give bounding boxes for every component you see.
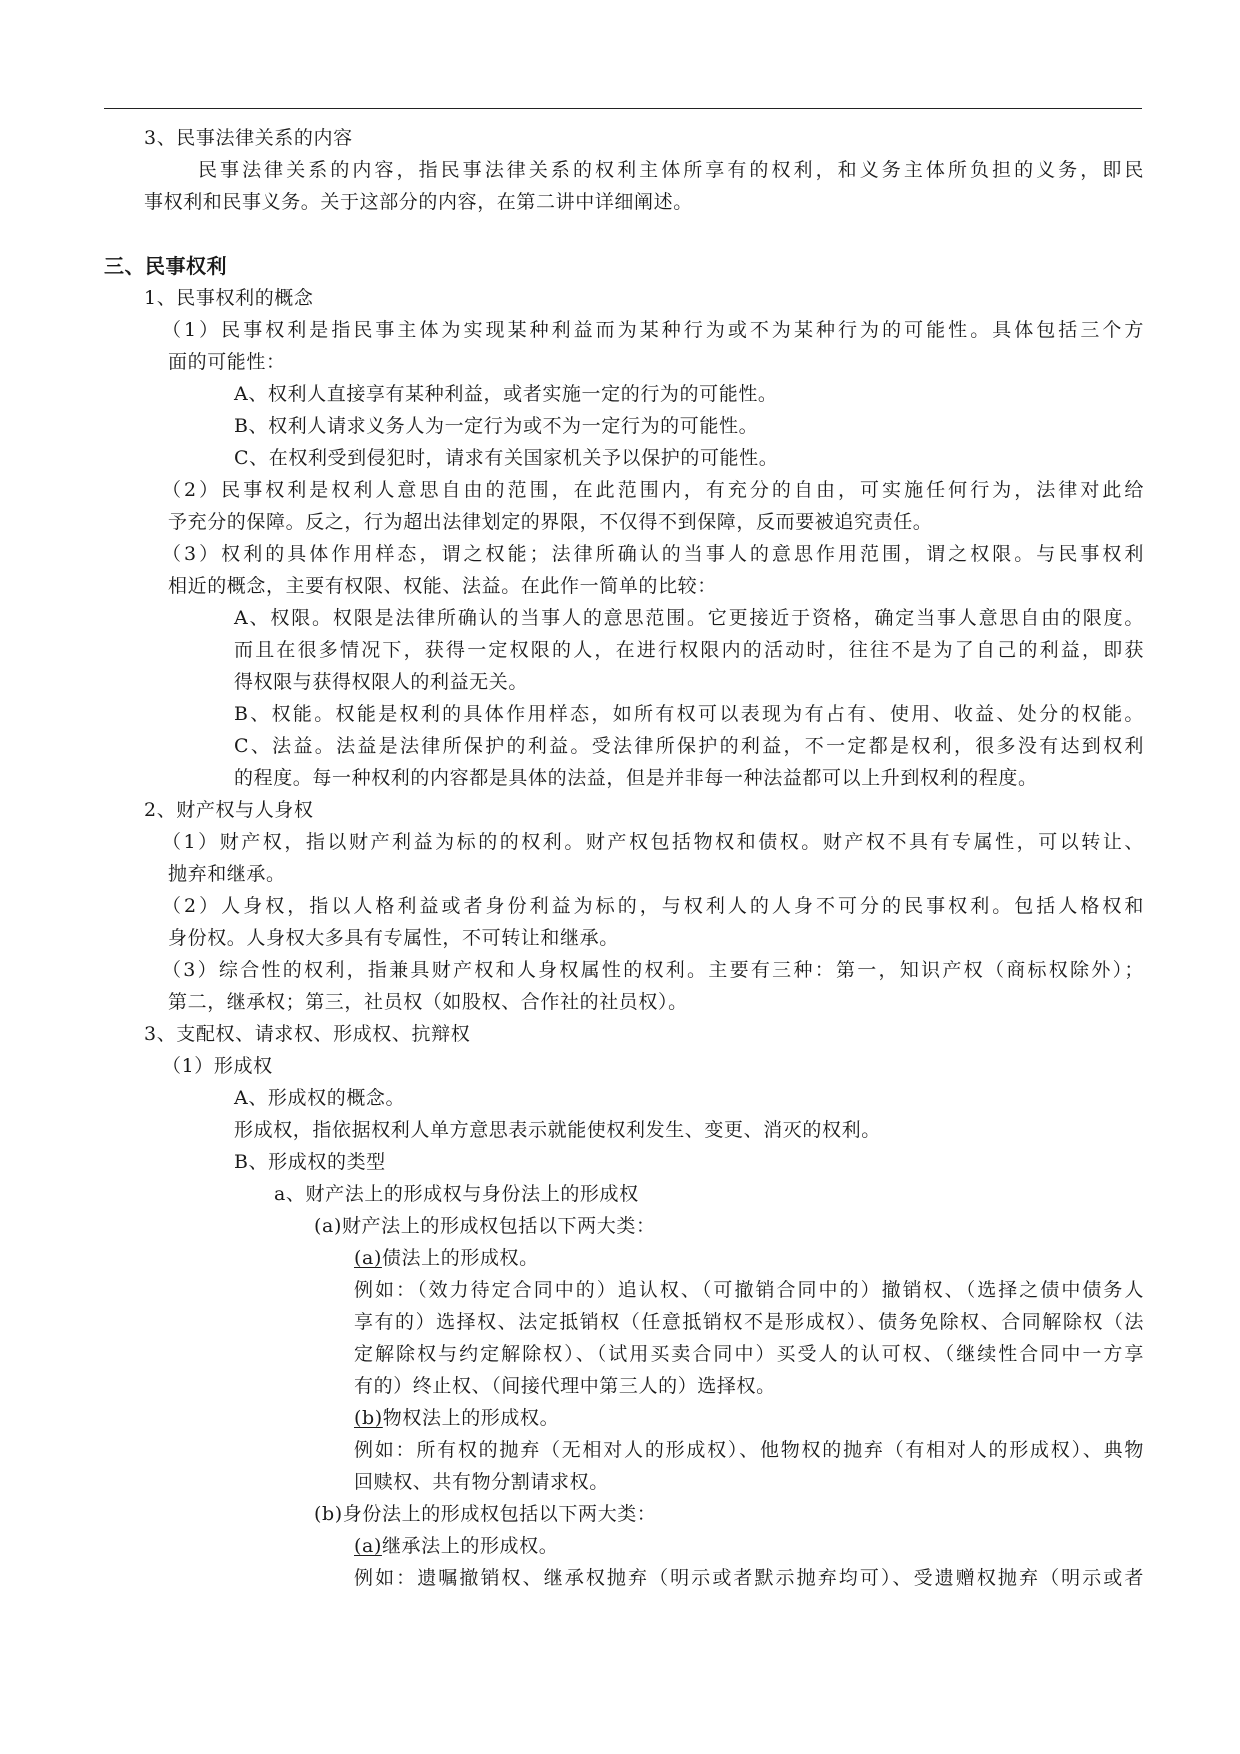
text-line [104,122,1144,154]
text-line [104,1146,1144,1178]
header-rule [104,108,1142,109]
text-line [104,1306,1144,1338]
text-line [104,1562,1144,1594]
line-text: 形成权，指依据权利人单方意思表示就能使权利发生、变更、消灭的权利。 [234,1119,881,1141]
line-text: B、形成权的类型 [234,1151,386,1173]
text-line [104,1466,1144,1498]
line-text: （2）人身权，指以人格利益或者身份利益为标的，与权利人的人身不可分的民事权利。包括人格权和 [162,895,1144,917]
line-text: C、法益。法益是法律所保护的利益。受法律所保护的利益，不一定都是权利，很多没有达到权利 [234,735,1144,757]
line-text: 面的可能性： [168,351,286,373]
line-text: 事权利和民事义务。关于这部分的内容，在第二讲中详细阐述。 [144,191,693,213]
line-text: (a)财产法上的形成权包括以下两大类： [314,1215,656,1237]
line-text: 1、民事权利的概念 [144,287,314,309]
item-marker: (b) [354,1407,383,1429]
section-heading [104,250,1144,282]
text-line [104,1242,1144,1274]
line-text: 债法上的形成权。 [381,1247,539,1269]
text-line [104,1530,1144,1562]
text-line [104,570,1144,602]
line-text: （1）财产权，指以财产利益为标的的权利。财产权包括物权和债权。财产权不具有专属性，可以转让、 [162,831,1144,853]
text-line [104,1210,1144,1242]
text-line [104,506,1144,538]
line-text: 抛弃和继承。 [168,863,286,885]
text-line [104,1018,1144,1050]
blank-line [104,218,1144,250]
text-line [104,730,1144,762]
text-line [104,1082,1144,1114]
line-text: 得权限与获得权限人的利益无关。 [234,671,529,693]
line-text: (b)身份法上的形成权包括以下两大类： [314,1503,657,1525]
text-line [104,858,1144,890]
text-line [104,794,1144,826]
line-text: A、形成权的概念。 [234,1087,406,1109]
document-body [104,122,1144,1594]
text-line [104,1274,1144,1306]
line-text: B、权利人请求义务人为一定行为或不为一定行为的可能性。 [234,415,759,437]
text-line [104,410,1144,442]
line-text: （1）民事权利是指民事主体为实现某种利益而为某种行为或不为某种行为的可能性。具体包括三个方 [162,319,1144,341]
text-line [104,1114,1144,1146]
item-marker: (a) [354,1247,382,1269]
text-line [104,314,1144,346]
text-line [104,986,1144,1018]
line-text: 定解除权与约定解除权）、（试用买卖合同中）买受人的认可权、（继续性合同中一方享 [354,1343,1144,1365]
line-text: 而且在很多情况下，获得一定权限的人，在进行权限内的活动时，往往不是为了自己的利益，即获 [234,639,1144,661]
text-line [104,442,1144,474]
line-text: a、财产法上的形成权与身份法上的形成权 [274,1183,639,1205]
text-line [104,1370,1144,1402]
text-line [104,634,1144,666]
line-text: 民事法律关系的内容，指民事法律关系的权利主体所享有的权利，和义务主体所负担的义务，即民 [198,159,1144,181]
line-text: B、权能。权能是权利的具体作用样态，如所有权可以表现为有占有、使用、收益、处分的权能。 [234,703,1144,725]
text-line [104,1050,1144,1082]
line-text: A、权利人直接享有某种利益，或者实施一定的行为的可能性。 [234,383,778,405]
text-line [104,1178,1144,1210]
line-text: 例如：（效力待定合同中的）追认权、（可撤销合同中的）撤销权、（选择之债中债务人 [354,1279,1144,1301]
line-text: 有的）终止权、（间接代理中第三人的）选择权。 [354,1375,776,1397]
line-text: （1）形成权 [162,1055,273,1077]
text-line [104,1434,1144,1466]
text-line [104,1402,1144,1434]
line-text: 三、民事权利 [104,254,227,278]
line-text: （3）综合性的权利，指兼具财产权和人身权属性的权利。主要有三种：第一，知识产权（商标权除外）； [162,959,1144,981]
line-text: 2、财产权与人身权 [144,799,314,821]
text-line [104,1338,1144,1370]
line-text: 例如：遗嘱撤销权、继承权抛弃（明示或者默示抛弃均可）、受遗赠权抛弃（明示或者 [354,1567,1144,1589]
line-text: 予充分的保障。反之，行为超出法律划定的界限，不仅得不到保障，反而要被追究责任。 [168,511,933,533]
text-line [104,890,1144,922]
line-text: 3、民事法律关系的内容 [144,127,353,149]
line-text: 例如：所有权的抛弃（无相对人的形成权）、他物权的抛弃（有相对人的形成权）、典物 [354,1439,1144,1461]
line-text: 享有的）选择权、法定抵销权（任意抵销权不是形成权）、债务免除权、合同解除权（法 [354,1311,1144,1333]
line-text: 物权法上的形成权。 [382,1407,560,1429]
text-line [104,378,1144,410]
line-text: 的程度。每一种权利的内容都是具体的法益，但是并非每一种法益都可以上升到权利的程度。 [234,767,1038,789]
text-line [104,1498,1144,1530]
text-line [104,474,1144,506]
text-line [104,826,1144,858]
text-line [104,186,1144,218]
text-line [104,698,1144,730]
text-line [104,346,1144,378]
line-text: A、权限。权限是法律所确认的当事人的意思范围。它更接近于资格，确定当事人意思自由的限度。 [234,607,1144,629]
text-line [104,762,1144,794]
item-marker: (a) [354,1535,382,1557]
line-text: 身份权。人身权大多具有专属性，不可转让和继承。 [168,927,619,949]
line-text: （2）民事权利是权利人意思自由的范围，在此范围内，有充分的自由，可实施任何行为，法律对此给 [162,479,1144,501]
text-line [104,282,1144,314]
line-text: 第二，继承权；第三，社员权（如股权、合作社的社员权）。 [168,991,688,1013]
text-line [104,538,1144,570]
text-line [104,954,1144,986]
text-line [104,602,1144,634]
line-text: C、在权利受到侵犯时，请求有关国家机关予以保护的可能性。 [234,447,779,469]
line-text: 3、支配权、请求权、形成权、抗辩权 [144,1023,471,1045]
text-line [104,922,1144,954]
line-text: 相近的概念，主要有权限、权能、法益。在此作一简单的比较： [168,575,717,597]
line-text: 回赎权、共有物分割请求权。 [354,1471,609,1493]
line-text: 继承法上的形成权。 [381,1535,559,1557]
text-line [104,154,1144,186]
line-text: （3）权利的具体作用样态，谓之权能；法律所确认的当事人的意思作用范围，谓之权限。与民事权利 [162,543,1144,565]
text-line [104,666,1144,698]
